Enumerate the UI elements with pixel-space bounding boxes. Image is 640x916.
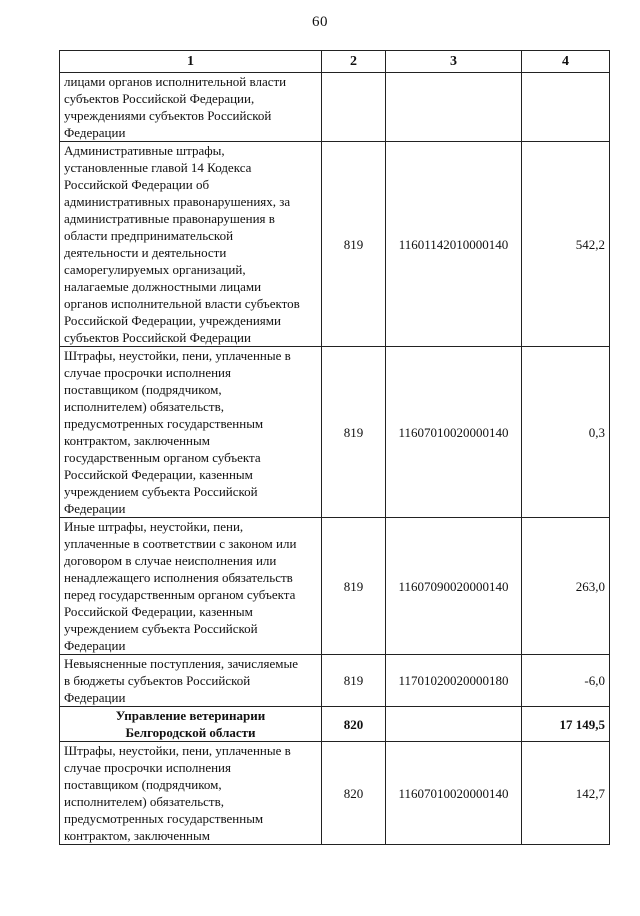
description-line: Федерации: [64, 125, 126, 140]
description-line: налагаемые должностными лицами: [64, 279, 262, 294]
description-line: Невыясненные поступления, зачисляемые: [64, 656, 298, 671]
row-description: [60, 518, 322, 655]
description-line: случае просрочки исполнения: [64, 760, 231, 775]
description-line: Штрафы, неустойки, пени, уплаченные в: [64, 743, 291, 758]
table-row: [60, 73, 610, 142]
description-line: перед государственным органом субъекта: [64, 587, 296, 602]
amount-cell: -6,0: [522, 655, 610, 707]
description-line: Федерации: [64, 501, 126, 516]
description-line: уплаченные в соответствии с законом или: [64, 536, 297, 551]
column-header-1: 1: [60, 51, 322, 73]
description-line: Российской Федерации, казенным: [64, 604, 253, 619]
page-number: 60: [312, 14, 328, 30]
description-line: субъектов Российской Федерации: [64, 330, 251, 345]
row-description: [60, 655, 322, 707]
description-line: поставщиком (подрядчиком,: [64, 382, 222, 397]
column-header-4: 4: [522, 51, 610, 73]
description-line: контрактом, заключенным: [64, 433, 210, 448]
description-line: исполнителем) обязательств,: [64, 794, 224, 809]
revenue-code-cell: 11607090020000140: [386, 518, 522, 655]
amount-cell: 17 149,5: [522, 707, 610, 742]
amount-cell: 263,0: [522, 518, 610, 655]
admin-code-cell: 819: [322, 347, 386, 518]
table-row: [60, 347, 610, 518]
admin-code-cell: 820: [322, 742, 386, 845]
description-line: Федерации: [64, 690, 126, 705]
revenue-code-cell: 11607010020000140: [386, 347, 522, 518]
description-line: органов исполнительной власти субъектов: [64, 296, 300, 311]
description-line: поставщиком (подрядчиком,: [64, 777, 222, 792]
amount-cell: [522, 73, 610, 142]
revenue-code-cell: 11601142010000140: [386, 142, 522, 347]
table-header-row: [60, 51, 610, 73]
description-line: Российской Федерации об: [64, 177, 210, 192]
description-line: Иные штрафы, неустойки, пени,: [64, 519, 244, 534]
row-description: [60, 142, 322, 347]
table-row: [60, 742, 610, 845]
description-line: учреждением субъекта Российской: [64, 484, 258, 499]
column-header-2: 2: [322, 51, 386, 73]
department-name-line: Управление ветеринарии: [115, 708, 266, 723]
admin-code-cell: 819: [322, 142, 386, 347]
amount-cell: 542,2: [522, 142, 610, 347]
description-line: договором в случае неисполнения или: [64, 553, 277, 568]
description-line: административные правонарушения в: [64, 211, 275, 226]
amount-cell: 142,7: [522, 742, 610, 845]
description-line: лицами органов исполнительной власти: [64, 74, 287, 89]
department-name: [60, 707, 322, 742]
department-name-line: Белгородской области: [125, 725, 256, 740]
budget-revenue-table: [59, 50, 610, 845]
description-line: исполнителем) обязательств,: [64, 399, 224, 414]
description-line: контрактом, заключенным: [64, 828, 210, 843]
table-row: [60, 142, 610, 347]
description-line: Федерации: [64, 638, 126, 653]
table-row: [60, 518, 610, 655]
description-line: Российской Федерации, казенным: [64, 467, 253, 482]
revenue-code-cell: [386, 73, 522, 142]
admin-code-cell: 819: [322, 518, 386, 655]
revenue-code-cell: [386, 707, 522, 742]
description-line: учреждениями субъектов Российской: [64, 108, 272, 123]
description-line: Штрафы, неустойки, пени, уплаченные в: [64, 348, 291, 363]
description-line: административных правонарушениях, за: [64, 194, 291, 209]
amount-cell: 0,3: [522, 347, 610, 518]
description-line: предусмотренных государственным: [64, 416, 264, 431]
description-line: деятельности и деятельности: [64, 245, 227, 260]
description-line: случае просрочки исполнения: [64, 365, 231, 380]
row-description: [60, 73, 322, 142]
description-line: области предпринимательской: [64, 228, 234, 243]
description-line: учреждением субъекта Российской: [64, 621, 258, 636]
description-line: субъектов Российской Федерации,: [64, 91, 255, 106]
admin-code-cell: 820: [322, 707, 386, 742]
description-line: предусмотренных государственным: [64, 811, 264, 826]
admin-code-cell: 819: [322, 655, 386, 707]
admin-code-cell: [322, 73, 386, 142]
department-row: [60, 707, 610, 742]
table-row: [60, 655, 610, 707]
description-line: в бюджеты субъектов Российской: [64, 673, 251, 688]
description-line: саморегулируемых организаций,: [64, 262, 246, 277]
description-line: государственным органом субъекта: [64, 450, 261, 465]
description-line: Административные штрафы,: [64, 143, 225, 158]
row-description: [60, 742, 322, 845]
description-line: установленные главой 14 Кодекса: [64, 160, 252, 175]
column-header-3: 3: [386, 51, 522, 73]
description-line: Российской Федерации, учреждениями: [64, 313, 281, 328]
description-line: ненадлежащего исполнения обязательств: [64, 570, 293, 585]
revenue-code-cell: 11701020020000180: [386, 655, 522, 707]
revenue-code-cell: 11607010020000140: [386, 742, 522, 845]
row-description: [60, 347, 322, 518]
